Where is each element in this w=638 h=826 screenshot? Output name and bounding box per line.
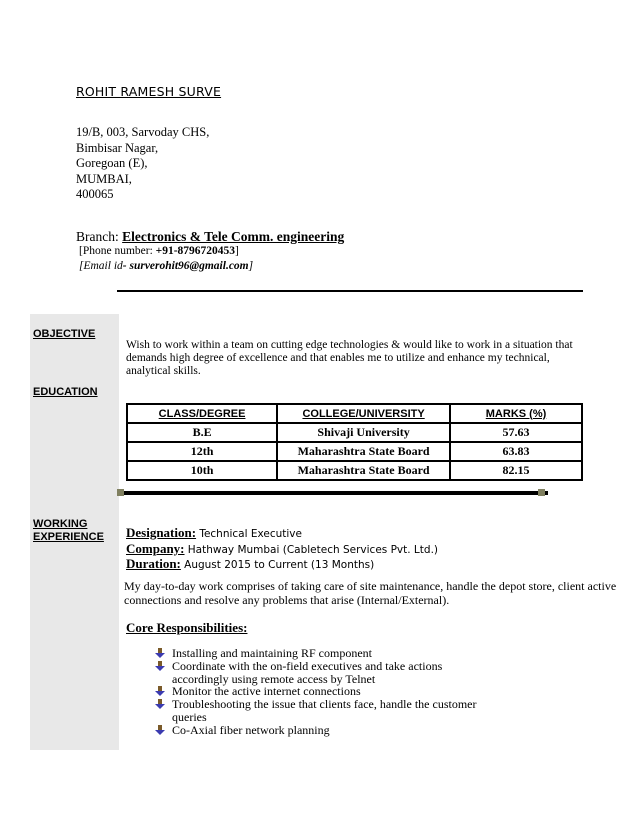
address-line: Bimbisar Nagar,: [76, 140, 159, 155]
responsibility-text: Installing and maintaining RF component: [172, 646, 372, 660]
experience-heading-line: EXPERIENCE: [33, 531, 104, 543]
table-cell: 63.83: [450, 442, 582, 461]
responsibility-text: Co-Axial fiber network planning: [172, 722, 330, 737]
duration-line: [126, 556, 374, 572]
table-cell: 12th: [127, 442, 277, 461]
down-arrow-icon: [155, 648, 165, 659]
objective-text: Wish to work within a team on cutting edge technologies & would like to work in a situation that demands high degree of excellence and that enables me to utilize and enhance my technical, analytical skills.: [126, 339, 573, 377]
header-divider: [117, 290, 583, 292]
company-line: [126, 541, 438, 557]
phone-suffix: ]: [235, 245, 239, 257]
company-value: Hathway Mumbai (Cabletech Services Pvt. Ltd.): [187, 544, 439, 556]
email-suffix: ]: [248, 260, 254, 272]
address-line: 19/B, 003, Sarvoday CHS,: [76, 125, 210, 139]
branch-label: Branch:: [76, 229, 119, 244]
branch-value: Electronics & Tele Comm. engineering: [122, 229, 345, 244]
divider-left-cap: [117, 489, 124, 496]
divider-right-cap: [538, 489, 545, 496]
designation-label: Designation:: [126, 525, 197, 540]
duration-value: August 2015 to Current (13 Months): [184, 559, 375, 571]
table-row: [127, 423, 582, 442]
email-address: - surverohit96@gmail.com: [122, 260, 249, 272]
down-arrow-icon: [155, 686, 165, 697]
designation-line: [126, 525, 302, 541]
address-line: Goregoan (E),: [76, 156, 148, 170]
designation-value: Technical Executive: [199, 528, 302, 540]
table-cell: Maharashtra State Board: [277, 442, 450, 461]
down-arrow-icon: [155, 699, 165, 710]
table-cell: Shivaji University: [277, 423, 450, 442]
column-header: CLASS/DEGREE: [127, 404, 277, 423]
duration-label: Duration:: [126, 556, 181, 571]
responsibility-text: Monitor the active internet connections: [172, 684, 361, 699]
responsibility-text: Troubleshooting the issue that clients face, handle the customer queries: [172, 697, 477, 724]
table-cell: 82.15: [450, 461, 582, 480]
email-line: [79, 260, 253, 272]
address-line: MUMBAI,: [76, 171, 132, 186]
phone-number: +91-8796720453: [155, 245, 236, 257]
table-cell: Maharashtra State Board: [277, 461, 450, 480]
phone-prefix: [Phone number:: [79, 245, 153, 257]
table-cell: 10th: [127, 461, 277, 480]
column-header: COLLEGE/UNIVERSITY: [277, 404, 450, 423]
education-heading: EDUCATION: [33, 386, 98, 398]
email-prefix: [Email id: [79, 260, 123, 272]
address-block: [76, 125, 209, 203]
phone-line: [79, 245, 239, 257]
address-line: 400065: [76, 187, 114, 201]
table-row: [127, 442, 582, 461]
list-item: [155, 698, 485, 724]
experience-description: My day-to-day work comprises of taking care of site maintenance, handle the depot store, client active connections and resolve any problems that arise (Internal/External).: [124, 579, 617, 607]
column-header: MARKS (%): [450, 404, 582, 423]
core-responsibilities-title: Core Responsibilities:: [126, 620, 248, 635]
objective-heading: OBJECTIVE: [33, 328, 96, 340]
table-row: [127, 461, 582, 480]
table-cell: B.E: [127, 423, 277, 442]
table-header-row: [127, 404, 582, 423]
branch-line: [76, 229, 344, 245]
down-arrow-icon: [155, 661, 165, 672]
list-item: [155, 724, 485, 737]
experience-heading: [33, 518, 104, 544]
experience-heading-line: WORKING: [33, 518, 88, 530]
candidate-name: ROHIT RAMESH SURVE: [76, 84, 222, 99]
down-arrow-icon: [155, 725, 165, 736]
section-divider-bar: [118, 491, 548, 495]
list-item: [155, 660, 485, 686]
responsibility-text: Coordinate with the on-field executives and take actions accordingly using remote access by Telnet: [172, 658, 443, 686]
responsibilities-list: [155, 647, 485, 737]
education-table: [126, 403, 583, 481]
table-cell: 57.63: [450, 423, 582, 442]
company-label: Company:: [126, 541, 185, 556]
